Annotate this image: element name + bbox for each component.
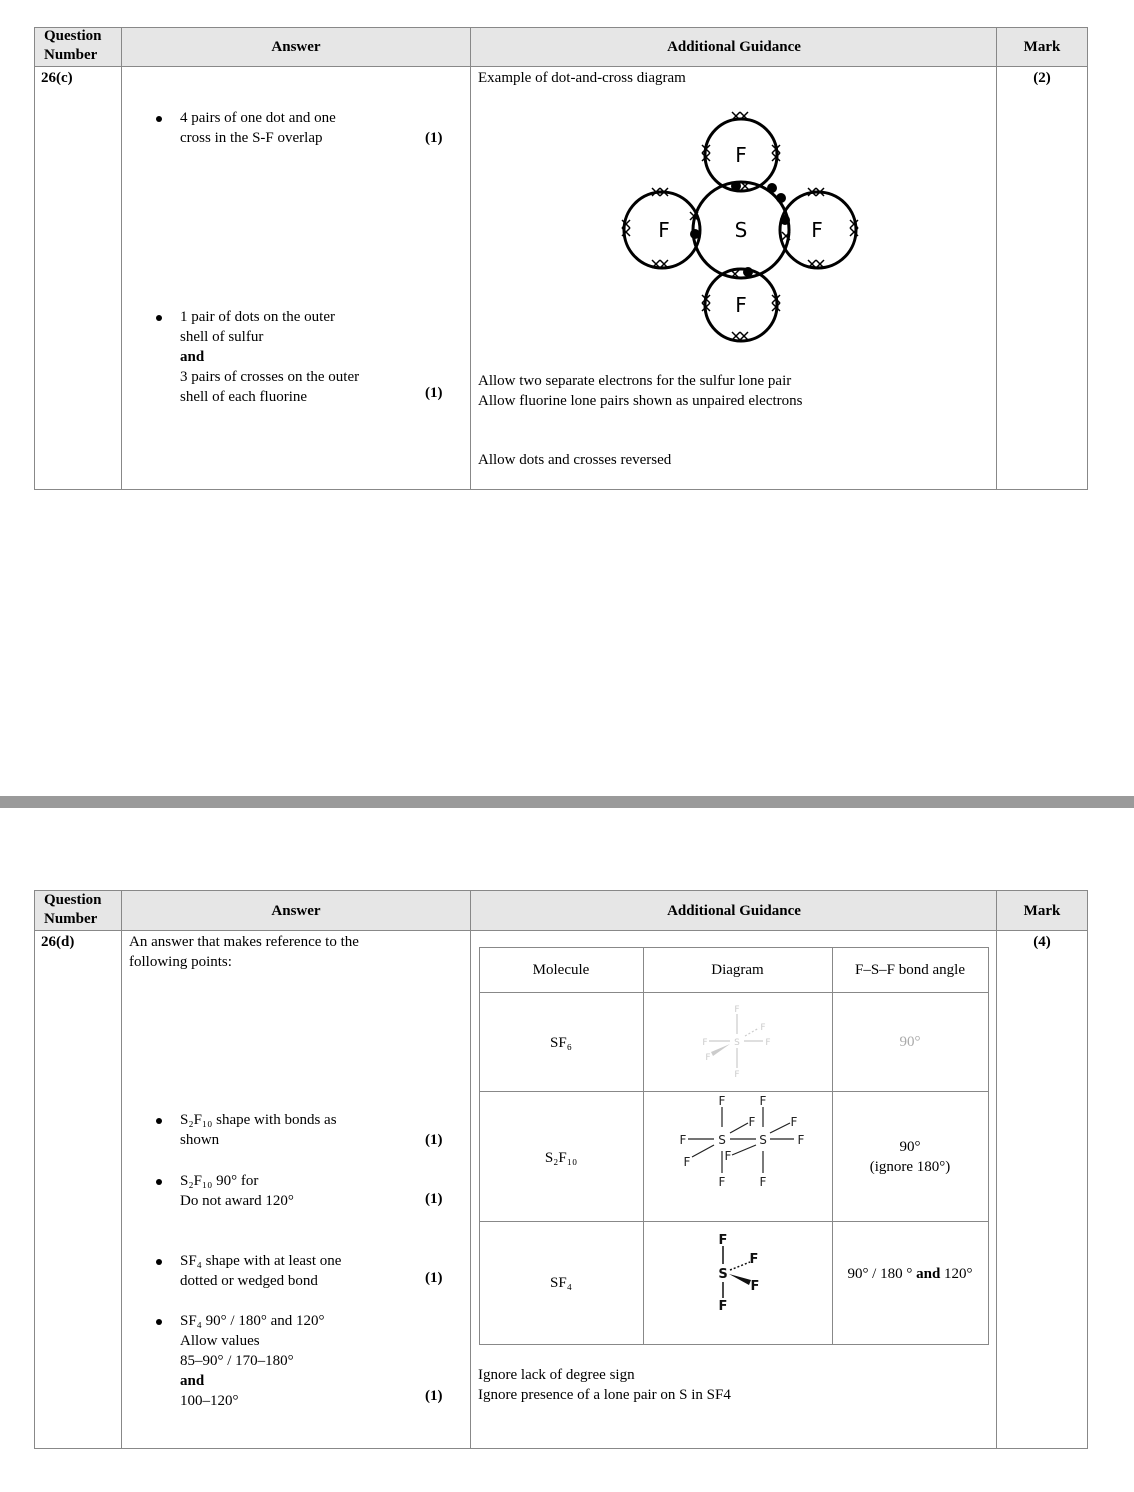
atom-f: F — [760, 1023, 766, 1033]
mark-header: Mark — [1023, 39, 1061, 55]
bullet — [156, 1259, 162, 1265]
guidance-intro: Example of dot-and-cross diagram — [478, 70, 686, 86]
divider — [121, 890, 122, 1448]
atom-s: S — [718, 1133, 726, 1147]
guidance-header: Additional Guidance — [667, 39, 801, 55]
molecule-name: SF₄ — [550, 1275, 572, 1291]
answer-intro: An answer that makes reference to the following points: — [129, 934, 359, 970]
bond-angle: 90° / 180 ° and 120° — [847, 1266, 973, 1282]
s2f10-diagram — [670, 1093, 810, 1193]
question-number-header: Question Number — [44, 892, 102, 927]
bond-angle: 90° — [899, 1034, 921, 1050]
atom-s: S — [718, 1267, 728, 1282]
page-separator — [0, 796, 1134, 808]
fluorine-label: F — [658, 218, 670, 242]
total-mark: (2) — [1033, 70, 1051, 86]
atom-f: F — [702, 1038, 708, 1048]
bullet — [156, 116, 162, 122]
atom-s: S — [759, 1133, 767, 1147]
answer-header: Answer — [271, 903, 321, 919]
divider — [121, 27, 122, 489]
bullet — [156, 1118, 162, 1124]
guidance-notes: Allow two separate electrons for the sulfur lone pair Allow fluorine lone pairs shown as unpaired electrons — [478, 373, 803, 409]
point-mark: (1) — [425, 1270, 443, 1286]
question-number: 26(d) — [41, 934, 75, 950]
answer-header: Answer — [271, 39, 321, 55]
sf6-diagram — [695, 1000, 785, 1085]
atom-f: F — [718, 1094, 726, 1108]
fluorine-label: F — [735, 143, 747, 167]
total-mark: (4) — [1033, 934, 1051, 950]
answer-point: S₂F₁₀ shape with bonds as shown — [180, 1112, 337, 1148]
atom-f: F — [734, 1005, 740, 1015]
atom-f: F — [679, 1133, 687, 1147]
question-number-header: Question Number — [44, 28, 102, 63]
atom-f: F — [748, 1115, 756, 1129]
divider — [470, 27, 471, 489]
divider — [643, 947, 644, 1344]
guidance-note: Allow dots and crosses reversed — [478, 452, 672, 468]
bond-angle: 90° (ignore 180°) — [869, 1139, 951, 1175]
atom-f: F — [750, 1279, 760, 1294]
molecule-name: SF₆ — [550, 1035, 572, 1051]
atom-f: F — [759, 1175, 767, 1189]
guidance-header: Additional Guidance — [667, 903, 801, 919]
point-mark: (1) — [425, 1191, 443, 1207]
divider — [479, 1091, 988, 1092]
table-border — [34, 27, 1088, 490]
sulfur-label: S — [734, 218, 748, 242]
atom-f: F — [734, 1070, 740, 1080]
atom-f: F — [718, 1299, 728, 1314]
atom-f: F — [759, 1094, 767, 1108]
atom-f: F — [705, 1053, 711, 1063]
atom-f: F — [790, 1115, 798, 1129]
answer-point: SF₄ 90° / 180° and 120° Allow values 85–90° / 170–180° and 100–120° — [180, 1313, 325, 1409]
point-mark: (1) — [425, 1388, 443, 1404]
mark-header: Mark — [1023, 903, 1061, 919]
answer-point: S₂F₁₀ 90° for Do not award 120° — [180, 1173, 294, 1209]
atom-f: F — [765, 1038, 771, 1048]
point-mark: (1) — [425, 385, 443, 401]
divider — [34, 66, 1087, 67]
answer-point: 1 pair of dots on the outer shell of sulfur and 3 pairs of crosses on the outer shell of each fluorine — [180, 309, 360, 405]
dot-and-cross-diagram — [610, 100, 870, 350]
fluorine-label: F — [811, 218, 823, 242]
molecule-header: Molecule — [532, 962, 590, 978]
atom-f: F — [718, 1233, 728, 1248]
atom-f: F — [749, 1252, 759, 1267]
bond-angle-header: F–S–F bond angle — [854, 962, 965, 978]
answer-point: SF₄ shape with at least one dotted or wedged bond — [180, 1253, 342, 1289]
bullet — [156, 1319, 162, 1325]
atom-f: F — [724, 1149, 732, 1163]
sf4-diagram — [705, 1228, 765, 1318]
question-number: 26(c) — [41, 70, 73, 86]
bullet — [156, 1179, 162, 1185]
guidance-notes: Ignore lack of degree sign Ignore presence of a lone pair on S in SF4 — [478, 1367, 731, 1403]
divider — [996, 27, 997, 489]
fluorine-label: F — [735, 293, 747, 317]
divider — [996, 890, 997, 1448]
atom-f: F — [797, 1133, 805, 1147]
divider — [34, 930, 1087, 931]
point-mark: (1) — [425, 1132, 443, 1148]
atom-f: F — [683, 1155, 691, 1169]
atom-f: F — [718, 1175, 726, 1189]
bullet — [156, 315, 162, 321]
molecule-name: S₂F₁₀ — [544, 1150, 578, 1166]
diagram-header: Diagram — [711, 962, 764, 978]
point-mark: (1) — [425, 130, 443, 146]
atom-s: S — [734, 1038, 740, 1048]
divider — [470, 890, 471, 1448]
divider — [479, 992, 988, 993]
divider — [479, 1221, 988, 1222]
answer-point: 4 pairs of one dot and one cross in the S-F overlap — [180, 110, 336, 146]
